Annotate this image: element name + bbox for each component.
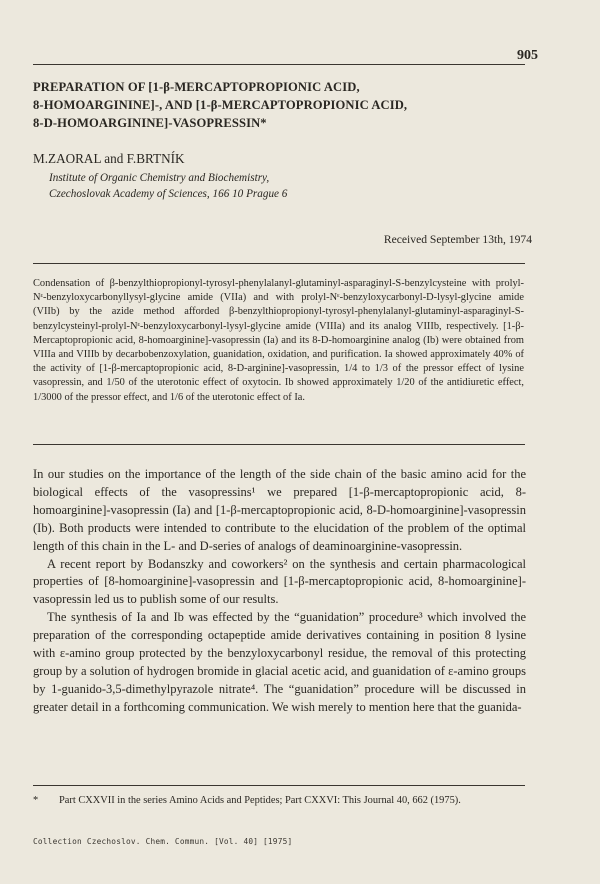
journal-citation: Collection Czechoslov. Chem. Commun. [Vol. 40] [1975] (33, 837, 293, 846)
article-body (33, 466, 526, 717)
footnote (33, 793, 525, 808)
title-line: 8-D-HOMOARGININE]-VASOPRESSIN* (33, 116, 267, 130)
page-number: 905 (517, 48, 538, 63)
affiliation (49, 170, 529, 202)
affiliation-line: Czechoslovak Academy of Sciences, 166 10 Prague 6 (49, 188, 288, 200)
author-list: M.ZAORAL and F.BRTNÍK (33, 151, 185, 166)
title-line: 8-HOMOARGININE]-, AND [1-β-MERCAPTOPROPIONIC ACID, (33, 98, 408, 112)
received-date: Received September 13th, 1974 (383, 233, 532, 246)
body-paragraph: A recent report by Bodanszky and coworkers² on the synthesis and certain pharmacological properties of [8-homoarginine]-vasopressin and [1-β-mercaptopropionic acid, 8-homoarginine]-vasopressin led us to publish some of our results. (33, 556, 526, 607)
abstract-bottom-rule (33, 444, 525, 445)
body-paragraph: In our studies on the importance of the length of the side chain of the basic amino acid for the biological effects of the vasopressins¹ we prepared [1-β-mercaptopropionic acid, 8-homoarginine]-vasopressin (Ia) and [1-β-mercaptopropionic acid, 8-D-homoarginine]-vasopressin (Ib). Both products were intended to contribute to the elucidation of the problem of the optimal length of this chain in the L- and D-series of analogs of deaminoarginine-vasopressin. (33, 467, 526, 553)
footnote-rule (33, 785, 525, 786)
title-line: PREPARATION OF [1-β-MERCAPTOPROPIONIC ACID, (33, 80, 360, 94)
footnote-marker: * (33, 795, 39, 806)
header-rule (33, 64, 525, 65)
abstract-top-rule (33, 263, 525, 264)
article-title (33, 78, 553, 132)
abstract: Condensation of β-benzylthiopropionyl-tyrosyl-phenylalanyl-glutaminyl-asparaginyl-S-benzylcysteine with prolyl-Nᵋ-benzyloxycarbonyllysyl-glycine amide (VIIa) and with prolyl-Nᵋ-benzyloxycarbonyl-D-lysyl-glycine amide (VIIb) by the azide method afforded β-benzylthiopropionyl-tyrosyl-phenylalanyl-glutaminyl-asparaginyl-S-benzylcysteinyl-prolyl-Nᵋ-benzyloxycarbonyl-lysyl-glycine amide (VIIIa) and its analog VIIIb, respectively. [1-β-Mercaptopropionic acid, 8-homoarginine]-vasopressin (Ia) and its 8-D-homoarginine analog (Ib) were obtained from VIIIa and VIIIb by decarbobenzoxylation, guanidation, oxidation, and purification. Ia showed approximately 40% of the activity of [1-β-mercaptopropionic acid, 8-D-arginine]-vasopressin, 1/4 to 1/3 of the pressor effect of lysine vasopressin, and 1/50 of the uterotonic effect of oxytocin. Ib showed approximately 1/20 of the antidiuretic effect, 1/3000 of the pressor effect, and 1/6 of the uterotonic effect of Ia. (33, 278, 524, 403)
affiliation-line: Institute of Organic Chemistry and Biochemistry, (49, 172, 270, 184)
body-paragraph: The synthesis of Ia and Ib was effected by the “guanidation” procedure³ which involved the preparation of the corresponding octapeptide amide derivatives containing in position 8 lysine with ε-amino group protected by the benzyloxycarbonyl residue, the removal of this protecting group by a solution of hydrogen bromide in glacial acetic acid, and guanidation of ε-amino groups by 1-guanido-3,5-dimethylpyrazole nitrate⁴. The “guanidation” procedure will be discussed in greater detail in a forthcoming communication. We wish merely to mention here that the guanida- (33, 610, 526, 714)
footnote-text: Part CXXVII in the series Amino Acids and Peptides; Part CXXVI: This Journal 40, 662 (1975). (59, 795, 461, 806)
